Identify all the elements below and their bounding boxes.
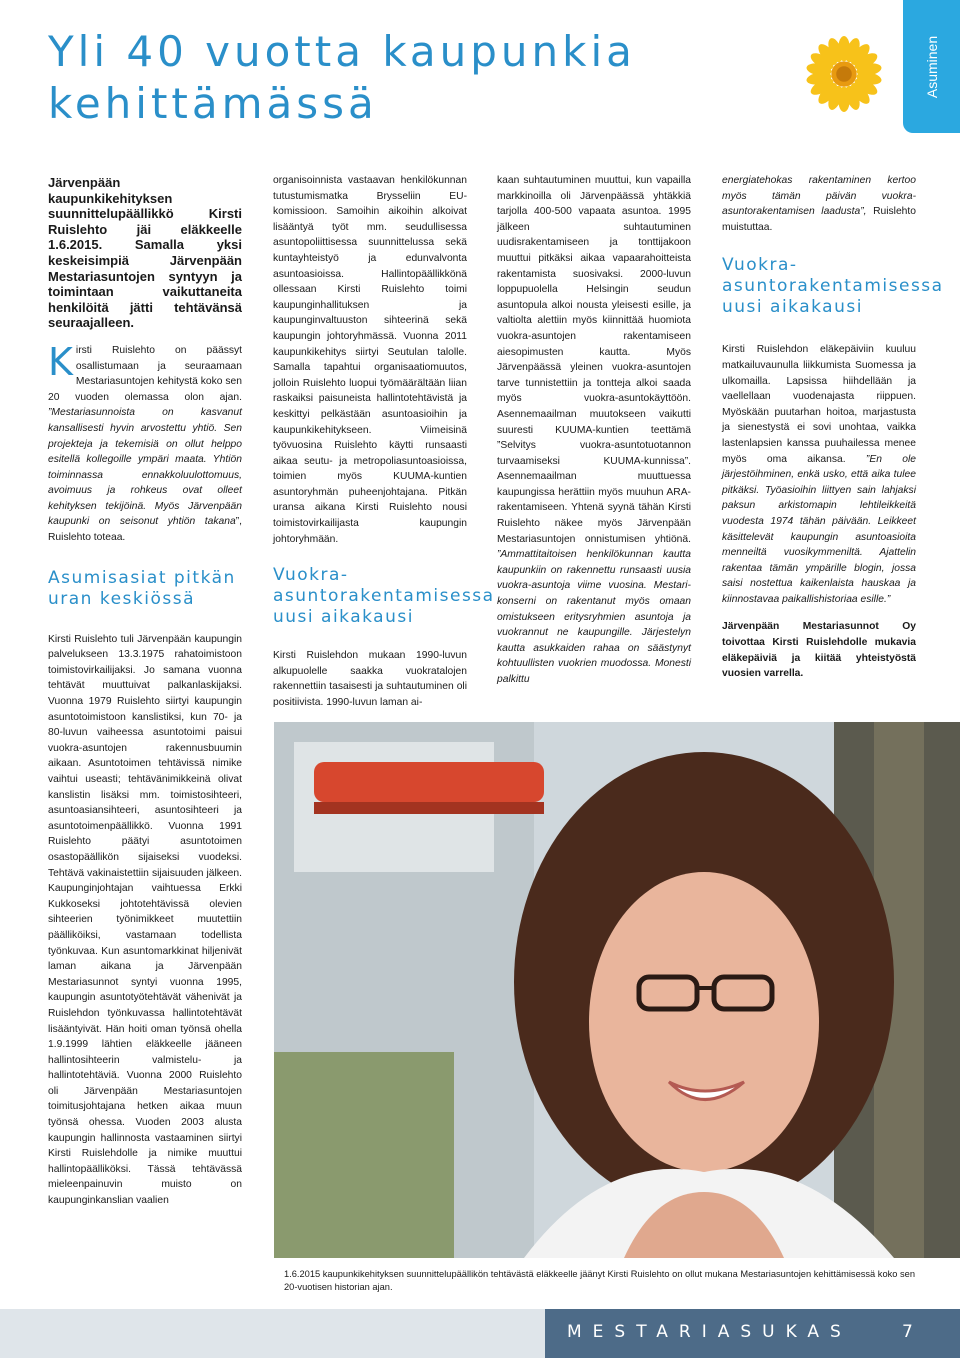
body-text-6: Kirsti Ruislehdon eläkepäiviin kuuluu matkailuvaunulla liikkumista Suomessa ja ulkomailla. Lapsissa hiihdellään ja vaellellaan vuodenajasta riippuen. Myöskään puutarhan hoitoa, marjastusta ja sienestystä ei sovi unohtaa, vaikka lastenlapsien kanssa puuhailessa menee myös oma aikansa. — [722, 344, 916, 465]
column-2 — [273, 173, 495, 717]
portrait-illustration — [274, 722, 960, 1258]
quote-6: ”En ole järjestöihminen, enkä usko, että aika tulee pitkäksi. Työasioihin liittyen sain lahjaksi paksun arkistomapin lehtileikkeitä vuodesta 1974 tähän päivään. Leikkeet käsittelevät kaupungin asuntoasioita menneiltä vuosikymmeniltä. Ajattelin rakentaa tämän ympärille blogin, jossa saisi nostettua kaikenlaista hauskaa ja kiinnostavaa paikallishistoriaa esille.” — [722, 453, 916, 605]
body-paragraph-5 — [722, 173, 916, 235]
subheading-2: Vuokra-asuntorakentamisessa uusi aikakausi — [273, 565, 495, 628]
portrait-photo — [274, 722, 960, 1258]
body-text-5: Ruislehto muistuttaa. — [722, 206, 916, 233]
page-title — [48, 26, 728, 130]
intro-text: irsti Ruislehto on päässyt osallistumaan ja seuraamaan Mestariasuntojen kehitystä koko sen 20 vuoden olemassa olon ajan. — [48, 344, 242, 403]
footer-left-panel — [0, 1309, 545, 1358]
photo-caption: 1.6.2015 kaupunkikehityksen suunnittelupäällikön tehtävästä eläkkeelle jäänyt Kirsti Ruislehto on ollut mukana Mestariasuntojen kehittämisessä koko sen 20-vuotisen historian ajan. — [284, 1269, 916, 1292]
magazine-name: MESTARIASUKAS — [567, 1322, 852, 1342]
body-paragraph-6 — [722, 342, 916, 607]
body-text-4: kaan suhtautuminen muuttui, kun vapailla markkinoilla oli Järvenpäässä yhtäkkiä tarjolla 400-500 vapaata asuntoa. 1995 jälkeen suhtautuminen uudisrakentamiseen ja tonttijakoon muuttui pitkäksi aikaa vapaarahoitteista rakentamista suosivaksi. 2000-luvun loppupuolella Helsingin seudun asuntopula alkoi nousta yleisesti esille, ja valtiolta alettiin myös kiinnittää huomiota vuokra-asuntojen rakentamiseen aiesopimusten kautta. Myös Järvenpäässä yleinen vuokra-asuntojen tarve tunnistettiin ja tontteja alkoi saada myös vuokra-asuntokäyttöön. Asennemaailman muutokseen vaikutti suuresti KUUMA-kuntien teettämä ”Selvitys vuokra-asuntotuotannon turvaamiseksi KUUMA-kunnissa”. Asennemaailman muuttuessa kaupungissa herättiin myös muuhun ARA-rakentamiseen. Yhtenä syynä tähän Kirsti Ruislehto näkee myös Järvenpään Mestariasuntojen onnistumisen yhtiönä. — [497, 175, 691, 545]
intro-end: ”, Ruislehto toteaa. — [48, 516, 242, 544]
closing-paragraph: Järvenpään Mestariasunnot Oy toivottaa Kirsti Ruislehdolle mukavia eläkepäiviä ja kiitää yhteistyöstä vuosien varrella. — [722, 621, 916, 680]
subheading-3: Vuokra-asuntorakentamisessa uusi aikakausi — [722, 255, 944, 318]
body-paragraph-3: Kirsti Ruislehdon mukaan 1990-luvun alkupuolelle saakka vuokratalojen rakennettiin tasaisesti ja suhtautuminen oli positiivista. 1990-luvun laman ai- — [273, 650, 467, 709]
drop-cap: K — [48, 339, 73, 384]
section-tab — [903, 0, 960, 133]
body-paragraph-2: organisoinnista vastaavan henkilökunnan tutustumismatka Brysseliin EU-komissioon. Samoihin aikoihin alkoivat lisääntyä työt mm. seudullisessa asuntopoliittisessa suunnittelussa sekä kuntayhteistyö ja edunvalvonta asuntoasioissa. Hallintopäällikkönä ollessaan Kirsti Ruislehto toimi kaupunginhallituksen ja kaupunginvaltuuston sihteerinä sekä kaupungin johtoryhmässä. Vuonna 2011 kaupunkikehitys siirtyi Seutulan talolle. Samalla tapahtui organisaatiomuutos, jolloin Ruislehto luopui työmäärältään liian raskaiksi paisuneista hallintotehtävistä ja keskittyi pelkästään asuntoasioihin ja kaupunkikehitykseen. Viimeisinä työvuosina Ruislehto käytti runsaasti aikaa seutu- ja metropoliasuntoasioissa, toimien myös KUUMA-kuntien asuntoryhmän puheenjohtajana. Pitkän uransa aikana Kirsti Ruislehto nousi toimistovirkailijasta kaupungin johtoryhmään. — [273, 175, 467, 545]
column-3 — [497, 173, 691, 694]
column-1 — [48, 175, 242, 1215]
footer-bar — [0, 1309, 960, 1358]
lead-paragraph: Järvenpään kaupunkikehityksen suunnittelupäällikkö Kirsti Ruislehto jäi eläkkeelle 1.6.2015. Samalla yksi keskeisimpiä Järvenpään Mestariasuntojen syntyyn ja toimintaan vaikuttaneita henkilöitä jätti tehtävänsä seuraajalleen. — [48, 175, 242, 331]
section-tab-label: Asuminen — [923, 35, 940, 98]
title-line-2: kehittämässä — [48, 79, 378, 128]
quote-5: energiatehokas rakentaminen kertoo myös tämän päivän vuokra-asuntorakentamisen laadusta”, — [722, 175, 916, 218]
body-paragraph-4 — [497, 173, 691, 688]
body-paragraph-1: Kirsti Ruislehto tuli Järvenpään kaupungin palvelukseen 13.3.1975 rahatoimistoon toimistovirkailijaksi. Jo samana vuonna tehtävät muuttuivat palkanlaskijaksi. Vuonna 1979 Ruislehto siirtyi kaupungin asuntotoimistoon kanslistiksi, kun 70- ja 80-luvun vaiheessa asuntotoimi paisui vuokra-asuntojen rakennusbuumin aikaan. Asuntotoimen tehtävissä nimike vaihtui useasti; tehtävänimikkeinä olivat kanslistin lisäksi mm. toimistosihteeri, asuntoasiansihteeri, asuntosihteeri ja asuntotoimenpäällikkö. Vuonna 1991 Ruislehto päätyi asuntotoimen osastopäällikön sijaiseksi vuodeksi. Tehtävä vakinaistettiin sijaisuuden jälkeen. Kaupunginjohtajan vaihtuessa Erkki Kukkoseksi johtotehtävissä olevien sihteerien työnimikkeet muutettiin päälliköiksi, vastamaan todellista työnkuvaa. Kun asuntomarkkinat hiljenivät laman aikana ja Järvenpään Mestariasunnot syntyi vuonna 1995, kaupungin asuntotyötehtävät vähenivät ja Ruislehdon työnkuvassa hallintotehtävät lisääntyivät. Hän hoiti oman työnsä ohella 1.9.1999 lähtien eläkkeelle jääneen hallintosihteerin valmistelu- ja hallintotehtäviä. Vuonna 2000 Ruislehto oli Järvenpään Mestariasuntojen toimitusjohtajana hetken aikaa muun työnsä ohessa. Vuoden 2003 alusta kaupungin hallinnosta vastaaminen siirtyi Kirsti Ruislehdolle ja nimike muuttui hallintopäälliköksi. Tässä tehtävässä mieleenpainuvin muisto on kaupunginkanslian vaalien — [48, 633, 242, 1207]
column-4 — [722, 173, 944, 688]
footer-right-panel — [545, 1309, 960, 1358]
quote-4: ”Ammattitaitoisen henkilökunnan kautta kaupunkiin on rakennettu runsaasti uusia vuokra-asuntoja viime vuosina. Mestari-konserni on rakentanut myös omaan omistukseen eritysryhmien asuntoja ja vuokrannut ne kaupungille. Järjestelyn kautta asukkaiden rahaa on säästynyt kohtuullisten vuokrien muodossa. Monesti palkittu — [497, 549, 691, 685]
page-number: 7 — [902, 1322, 913, 1342]
sunflower-icon — [805, 35, 883, 113]
intro-paragraph — [48, 339, 242, 546]
subheading-1: Asumisasiat pitkän uran keskiössä — [48, 567, 236, 609]
intro-quote: ”Mestariasunnoista on kasvanut kansallisesti hyvin arvostettu yhtiö. Sen projekteja ja tekemisiä on ollut helppo esitellä kollegoille ympäri maata. Yhtiön toiminnassa ennakkoluulottomuus, avoimuus ja rohkeus ovat olleet kehityksen tekijöinä. Myös Järvenpään kaupunki on seisonut yhtiön takana — [48, 407, 242, 528]
title-line-1: Yli 40 vuotta kaupunkia — [48, 27, 636, 76]
